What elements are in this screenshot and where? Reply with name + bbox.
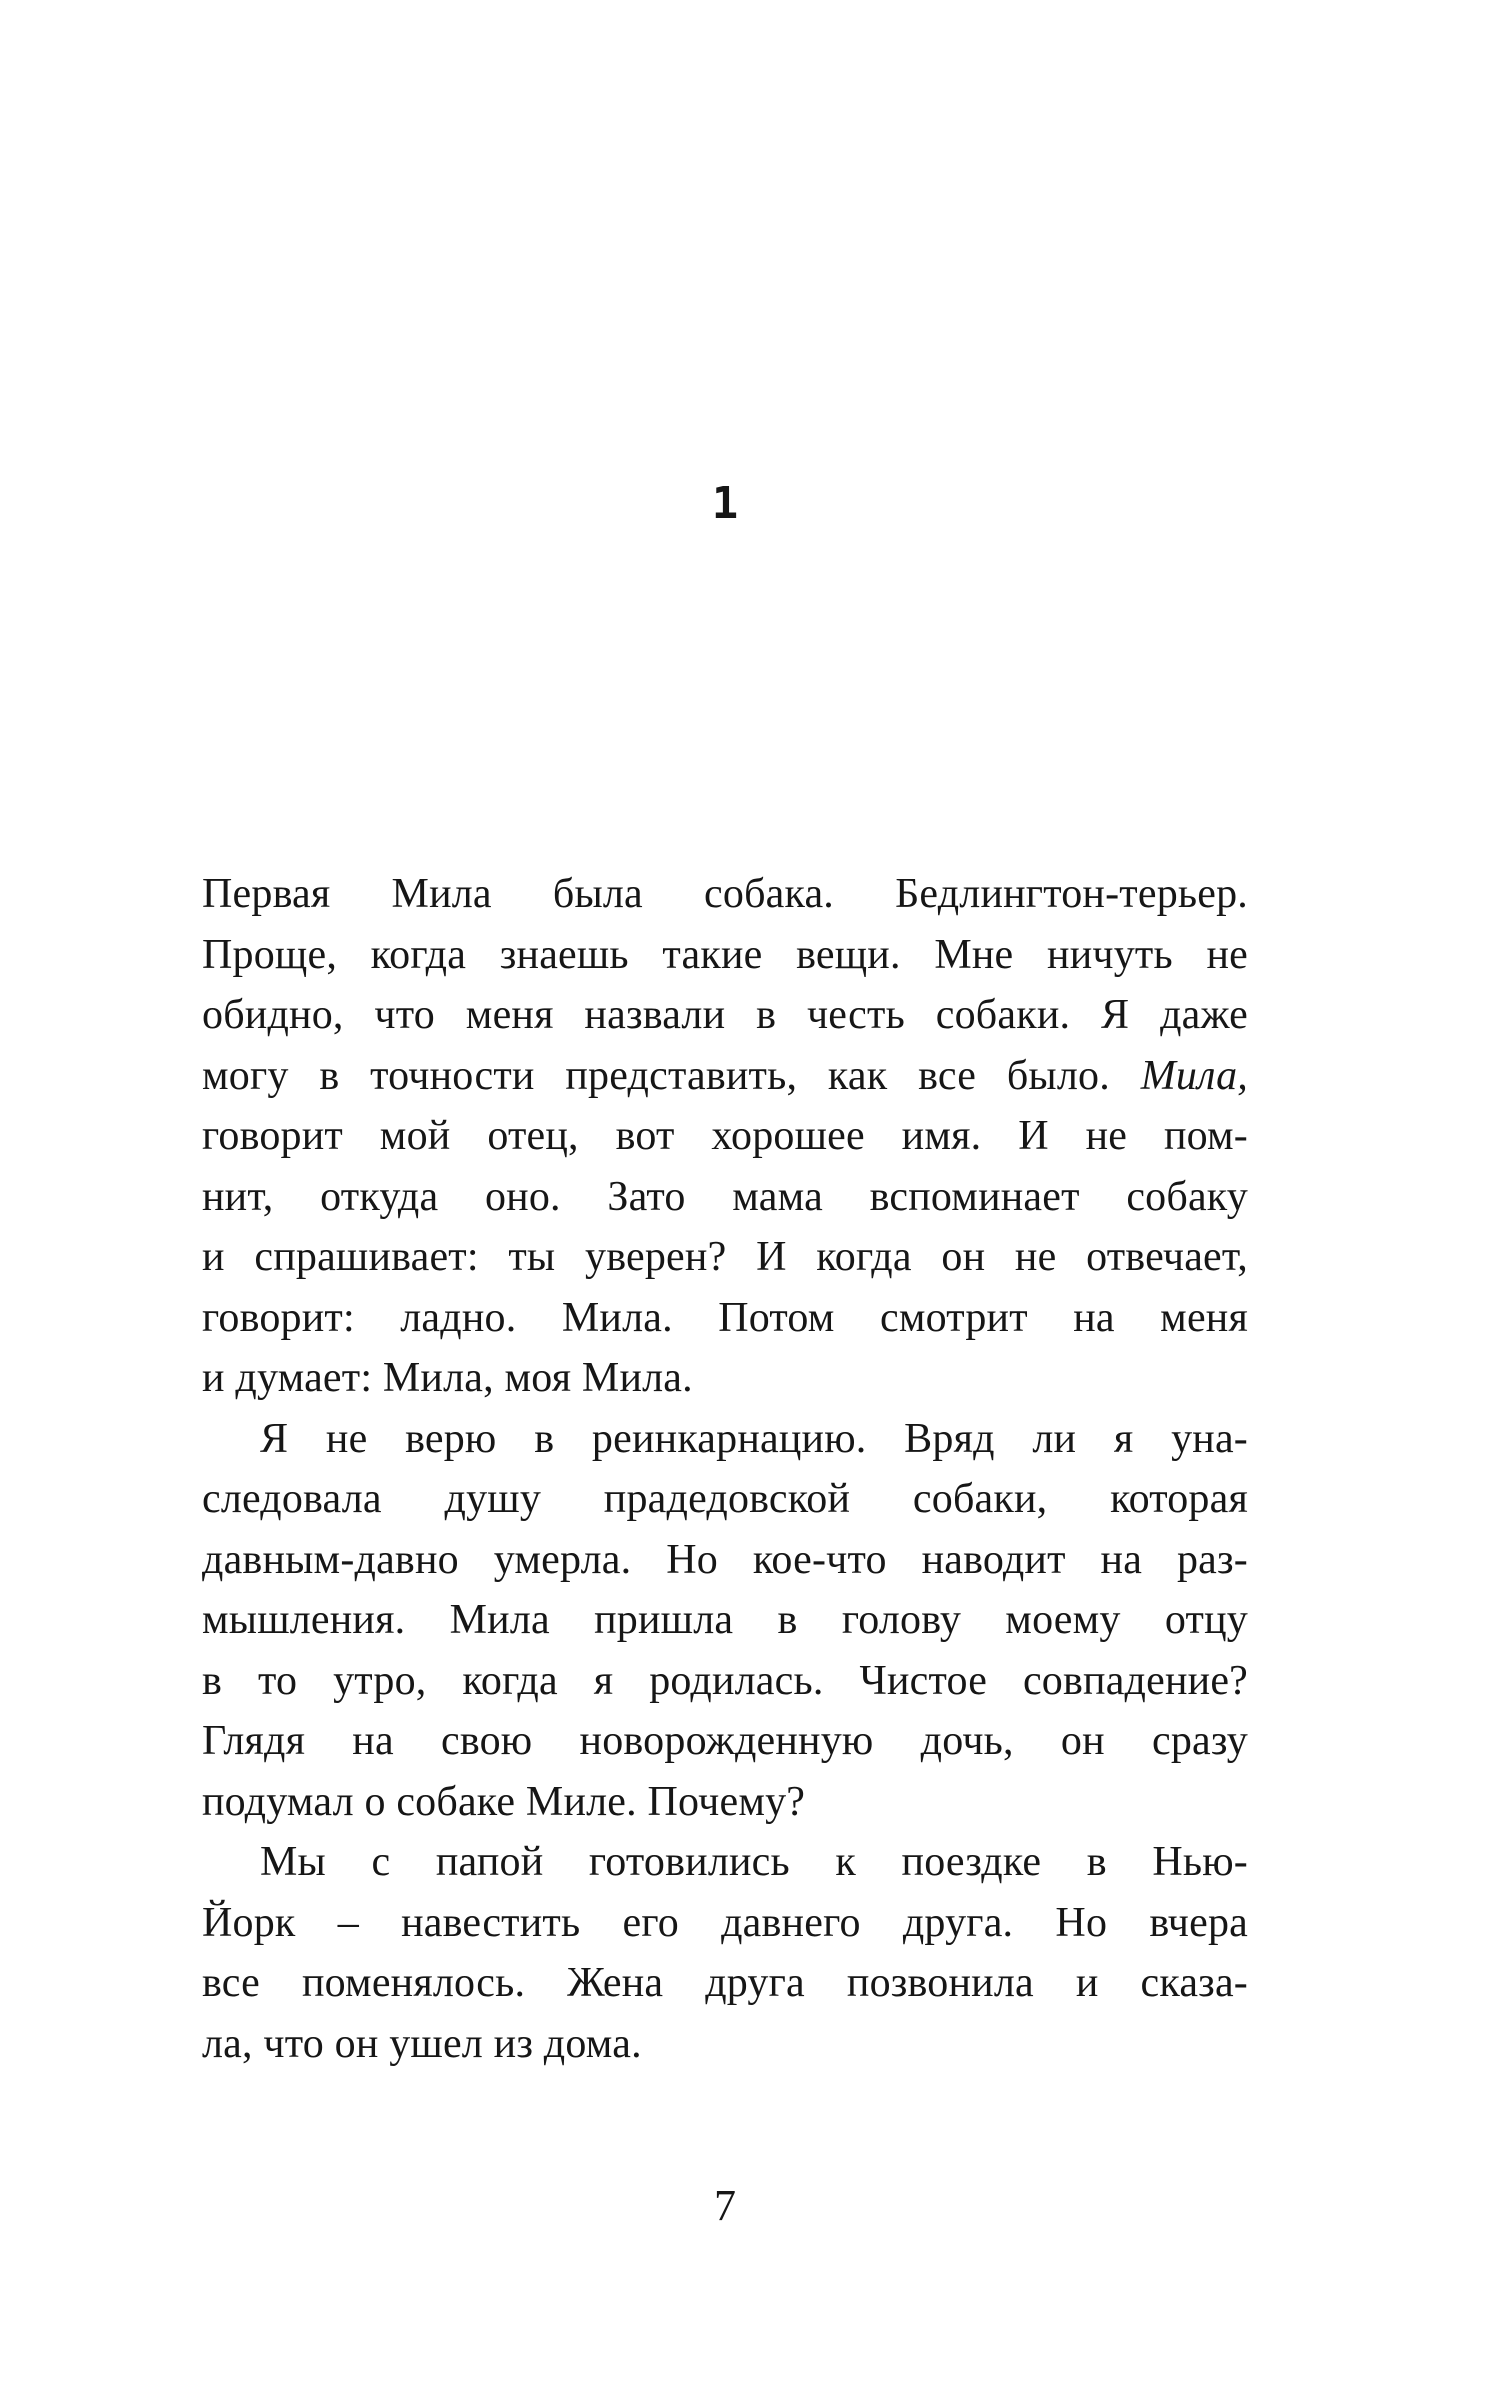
text-segment: Йорк – навестить его давнего друга. Но вчера: [202, 1899, 1248, 1946]
text-line: [202, 1106, 1248, 1167]
page-number: 7: [714, 2181, 736, 2230]
text-line: [202, 1893, 1248, 1954]
text-segment: Глядя на свою новорожденную дочь, он сразу: [202, 1718, 1248, 1764]
text-segment: и спрашивает: ты уверен? И когда он не отвечает,: [202, 1234, 1248, 1280]
text-segment: могу в точности представить, как все было.: [202, 1052, 1141, 1099]
text-line: [202, 925, 1248, 986]
text-segment: Мы с папой готовились к поездке в Нью-: [260, 1839, 1248, 1885]
text-segment: следовала душу прадедовской собаки, которая: [202, 1476, 1248, 1522]
text-segment: давным-давно умерла. Но кое-что наводит на раз-: [202, 1536, 1248, 1583]
body-text: [202, 864, 1248, 2074]
text-segment: Я не верю в реинкарнацию. Вряд ли я уна-: [260, 1415, 1248, 1462]
text-line: [202, 1469, 1248, 1530]
text-line: [202, 2014, 1248, 2075]
text-segment: ла, что он ушел из дома.: [202, 2020, 642, 2067]
text-line: [202, 1953, 1248, 2014]
text-line: [202, 864, 1248, 925]
text-segment: Проще, когда знаешь такие вещи. Мне ничуть не: [202, 931, 1248, 978]
text-line: [202, 1348, 1248, 1409]
text-segment: в то утро, когда я родилась. Чистое совпадение?: [202, 1657, 1248, 1704]
text-segment: говорит: ладно. Мила. Потом смотрит на меня: [202, 1294, 1248, 1341]
text-line: [202, 1590, 1248, 1651]
text-segment: и думает: Мила, моя Мила.: [202, 1355, 693, 1401]
chapter-number: 1: [711, 478, 739, 529]
text-line: [202, 1227, 1248, 1288]
text-line: [202, 1409, 1248, 1470]
italic-text: Мила,: [1140, 1052, 1248, 1099]
text-line: [202, 1167, 1248, 1228]
text-line: [202, 1711, 1248, 1772]
text-segment: говорит мой отец, вот хорошее имя. И не пом-: [202, 1113, 1248, 1159]
text-segment: подумал о собаке Миле. Почему?: [202, 1778, 806, 1825]
text-line: [202, 1772, 1248, 1833]
text-segment: мышления. Мила пришла в голову моему отцу: [202, 1597, 1248, 1643]
text-line: [202, 1530, 1248, 1591]
text-segment: все поменялось. Жена друга позвонила и сказа-: [202, 1960, 1248, 2006]
text-segment: нит, откуда оно. Зато мама вспоминает собаку: [202, 1173, 1248, 1220]
text-line: [202, 1832, 1248, 1893]
text-line: [202, 1651, 1248, 1712]
text-line: [202, 1288, 1248, 1349]
text-line: [202, 1046, 1248, 1107]
text-segment: обидно, что меня назвали в честь собаки. Я даже: [202, 992, 1248, 1038]
text-line: [202, 985, 1248, 1046]
text-segment: Первая Мила была собака. Бедлингтон-терьер.: [202, 871, 1248, 917]
